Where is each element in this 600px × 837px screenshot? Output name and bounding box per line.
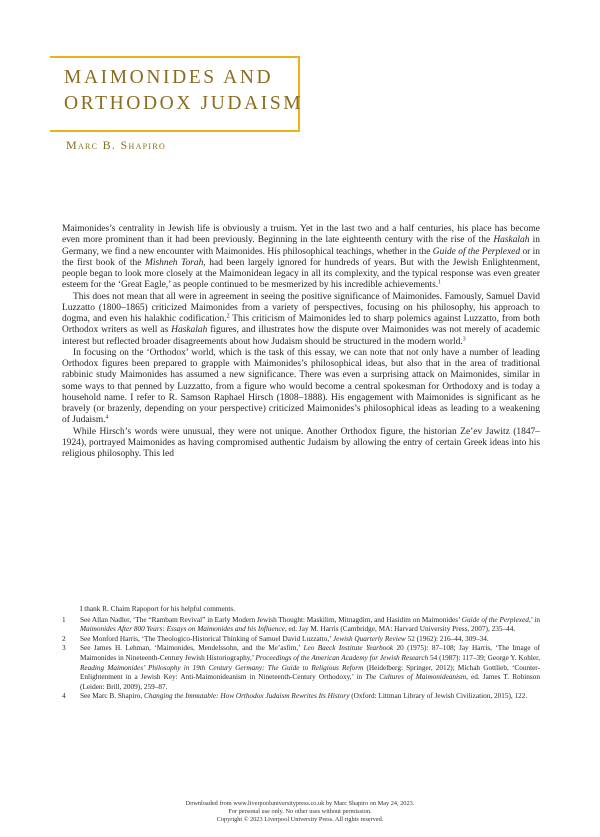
paragraph-4: While Hirsch’s words were unusual, they were not unique. Another Orthodox figure, the historian Ze’ev Jawitz (1847–1924), portrayed Maimonides as having compromised authentic Judaism by allowing the entry of certain Greek ideas into his religious philosophy. This led	[62, 426, 540, 459]
footnotes	[62, 605, 540, 702]
main-text	[62, 224, 540, 460]
footnote-1: 1 See Allan Nadler, ‘The “Rambam Revival” in Early Modern Jewish Thought: Maskilim, Mitnagdim, and Hasidim on Maimonides’ Guide of the Perplexed,’ in Maimonides After 800 Years: Essays on Maimonides and his Influence, ed. Jay M. Harris (Cambridge, MA: Harvard University Press, 2007), 235–44.	[62, 615, 541, 634]
footer-download-line: Downloaded from www.liverpooluniversitypress.co.uk by Marc Shapiro on May 24, 2023.	[185, 800, 415, 807]
footnote-ref-2[interactable]: 2	[226, 313, 230, 320]
chapter-title-line-2: ORTHODOX JUDAISM	[64, 93, 304, 114]
title-rule	[50, 130, 298, 132]
footnote-2: 2 See Monford Harris, ‘The Theologico-Historical Thinking of Samuel David Luzzatto,’ Jewish Quarterly Review 52 (1962): 216–44, 309–34.	[62, 634, 489, 643]
chapter-title-line-1: MAIMONIDES AND	[64, 67, 274, 88]
footer-permission-line: For personal use only. No other uses without permission.	[228, 807, 372, 815]
footnote-ref-1[interactable]: 1	[438, 279, 442, 286]
paragraph-3: In focusing on the ‘Orthodox’ world, which is the task of this essay, we can note that not only have a number of leading Orthodox figures been prepared to grapple with Maimonides’s philosophical ideas, but also that in the area of traditional rabbinic study Maimonides has assumed a new significance. There was even a surprising attack on Maimonides, similar in some ways to that penned by Luzzatto, from a figure who would become a central spokesman for Orthodoxy and is today a household name. I refer to R. Samson Raphael Hirsch (1808–1888). His engagement with Maimonides is significant as he bravely (or brazenly, depending on your perspective) criticized Maimonides’s philosophical ideas as leading to a weakening of Judaism.$^4$	[62, 347, 540, 426]
footnote-3: 3 See James H. Lehman, ‘Maimonides, Mendelssohn, and the Me’asfim,’ Leo Baeck Institute Yearbook 20 (1975): 87–108; Jay Harris, ‘The Image of Maimonides in Nineteenth-Century Jewish Historiography,’ Proceedings of the American Academy for Jewish Research 54 (1987): 117–39; George Y. Kohler, Reading Maimonides’ Philosophy in 19th Century Germany: The Guide to Religious Reform (Heidelberg: Springer, 2012); Michah Gottlieb, ‘Counter-Enlightenment in a Jewish Key: Anti-Maimonideanism in Nineteenth-Century Orthodoxy,’ in The Cultures of Maimonideanism, ed. James T. Robinson (Leiden: Brill, 2009), 259–87.	[62, 644, 541, 691]
footnote-ref-3[interactable]: 3	[462, 336, 466, 342]
footer-copyright-line: Copyright © 2023 Liverpool University Press. All rights reserved.	[216, 815, 384, 823]
author-name: Marc B. Shapiro	[66, 138, 167, 152]
paragraph-1: Maimonides’s centrality in Jewish life is obviously a truism. Yet in the last two and a half centuries, his place has become even more prominent than it had been previously. Beginning in the late eighteenth century with the rise of the Haskalah in Germany, we find a new encounter with Maimonides. His philosophical teachings, whether in the Guide of the Perplexed or in the first book of the Mishneh Torah, had been largely ignored for hundreds of years. But with the Jewish Enlightenment, people began to look more closely at the Maimonidean legacy in all its complexity, and the typical response was even greater esteem for the ‘Great Eagle,’ as people continued to be mesmerized by his incredible achievements.$^1$	[62, 224, 541, 291]
download-footer	[0, 800, 600, 824]
paragraph-2: This does not mean that all were in agreement in seeing the positive significance of Maimonides. Famously, Samuel David Luzzatto (1800–1865) criticized Maimonides from a variety of perspectives, focusing on his philosophy, his approach to dogma, and even his halakhic codification.$^2$ This criticism of Maimonides led to sharp polemics against Luzzatto, from both Orthodox writers as well as Haskalah figures, and illustrates how the dispute over Maimonides was not merely of academic interest but reflected broader disagreements about how Judaism should be structured in the modern world.$^3$	[62, 291, 541, 347]
footnote-ref-4[interactable]: 4	[105, 414, 109, 421]
acknowledgement-note: I thank R. Chaim Rapoport for his helpful comments.	[80, 605, 236, 613]
footnote-4: 4 See Marc B. Shapiro, Changing the Immutable: How Orthodox Judaism Rewrites Its History (Oxford: Littman Library of Jewish Civilization, 2015), 122.	[62, 692, 528, 701]
